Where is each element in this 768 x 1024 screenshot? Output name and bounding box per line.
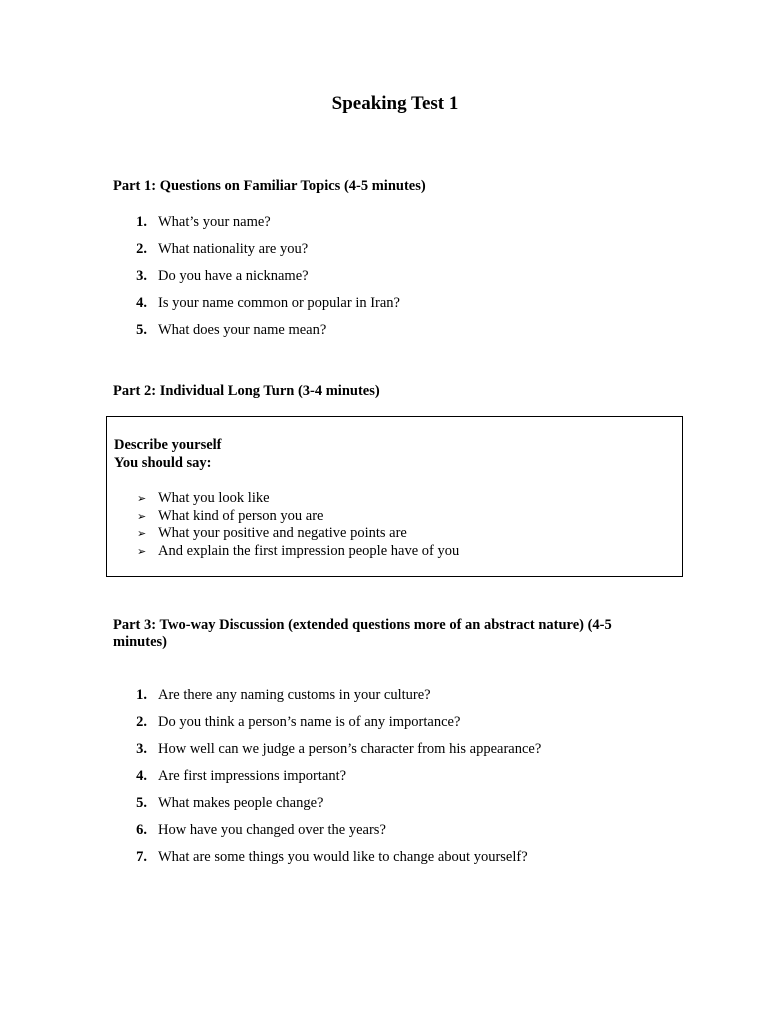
cue-card-title: Describe yourself	[114, 437, 222, 453]
list-item	[113, 794, 541, 821]
list-item	[113, 294, 400, 321]
arrowhead-bullet-icon: ➢	[137, 492, 147, 505]
question-text: What are some things you would like to change about yourself?	[158, 849, 528, 865]
item-number: 2.	[136, 714, 147, 730]
list-item	[113, 213, 400, 240]
question-text: What nationality are you?	[158, 241, 309, 257]
question-text: How have you changed over the years?	[158, 822, 386, 838]
list-item	[113, 848, 541, 875]
list-item	[137, 508, 459, 526]
question-text: What’s your name?	[158, 214, 271, 230]
list-item	[113, 686, 541, 713]
part2-heading: Part 2: Individual Long Turn (3-4 minutes)	[113, 383, 380, 399]
item-number: 3.	[136, 268, 147, 284]
list-item	[113, 767, 541, 794]
part1-heading: Part 1: Questions on Familiar Topics (4-5 minutes)	[113, 178, 426, 194]
item-number: 1.	[136, 214, 147, 230]
item-number: 3.	[136, 741, 147, 757]
item-number: 4.	[136, 768, 147, 784]
list-item	[113, 713, 541, 740]
part3-question-list	[113, 686, 541, 875]
arrowhead-bullet-icon: ➢	[137, 509, 147, 523]
list-item	[113, 321, 400, 348]
item-number: 5.	[136, 322, 147, 338]
list-item	[137, 490, 459, 508]
bullet-text: What you look like	[158, 490, 270, 506]
list-item	[137, 543, 459, 561]
list-item	[113, 740, 541, 767]
item-number: 4.	[136, 295, 147, 311]
item-number: 2.	[136, 241, 147, 257]
cue-card-prompt: You should say:	[114, 455, 212, 471]
list-item	[113, 240, 400, 267]
question-text: What does your name mean?	[158, 322, 327, 338]
bullet-text: And explain the first impression people have of you	[158, 543, 460, 560]
cue-card-bullet-list	[137, 490, 459, 561]
question-text: Are there any naming customs in your culture?	[158, 687, 431, 703]
item-number: 1.	[136, 687, 147, 703]
question-text: How well can we judge a person’s character from his appearance?	[158, 741, 542, 757]
bullet-text: What your positive and negative points are	[158, 525, 407, 542]
part3-heading-line2: minutes)	[113, 634, 167, 650]
arrowhead-bullet-icon: ➢	[137, 545, 147, 559]
question-text: Do you have a nickname?	[158, 268, 309, 284]
question-text: What makes people change?	[158, 795, 324, 811]
item-number: 7.	[136, 849, 147, 865]
question-text: Are first impressions important?	[158, 768, 347, 784]
list-item	[113, 821, 541, 848]
page-title: Speaking Test 1	[331, 93, 459, 114]
item-number: 6.	[136, 822, 147, 838]
cue-card-box	[106, 416, 683, 577]
list-item	[113, 267, 400, 294]
bullet-text: What kind of person you are	[158, 507, 324, 524]
list-item	[137, 525, 459, 543]
arrowhead-bullet-icon: ➢	[137, 527, 147, 541]
part3-heading-line1: Part 3: Two-way Discussion (extended questions more of an abstract nature) (4-5	[113, 617, 612, 633]
item-number: 5.	[136, 795, 147, 811]
question-text: Do you think a person’s name is of any importance?	[158, 714, 461, 730]
part1-question-list	[113, 213, 400, 348]
question-text: Is your name common or popular in Iran?	[158, 295, 400, 311]
